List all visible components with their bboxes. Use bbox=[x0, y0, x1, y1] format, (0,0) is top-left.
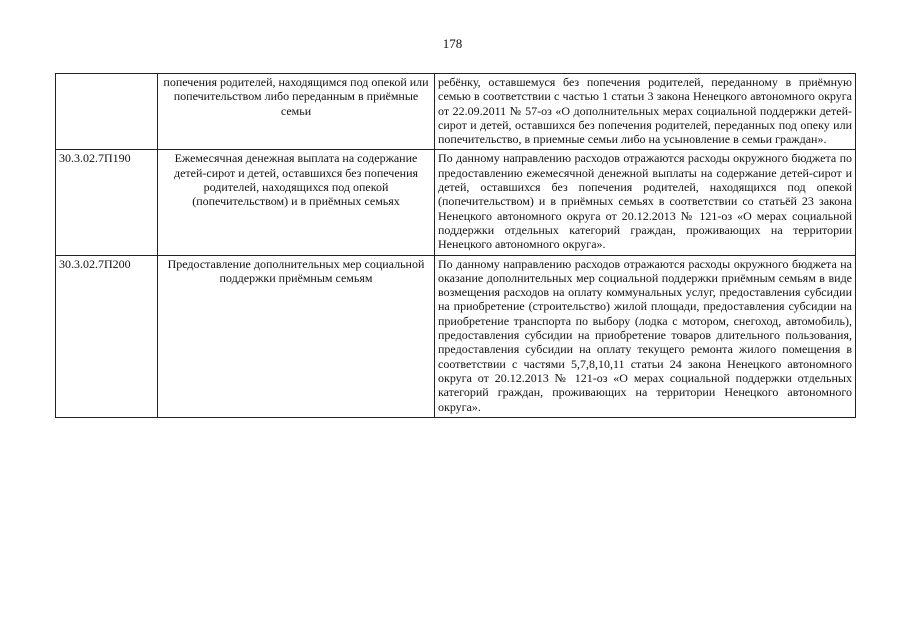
row-code bbox=[56, 74, 158, 150]
row-code: 30.3.02.7П190 bbox=[56, 150, 158, 255]
row-name: попечения родителей, находящимся под опекой или попечительством либо переданным в приёмные семьи bbox=[158, 74, 435, 150]
row-description: По данному направлению расходов отражаются расходы окружного бюджета по предоставлению ежемесячной денежной выплаты на содержание детей-сирот и детей, оставшихся без попечения родителей, находящихся под опекой (попечительством) и в приёмных семьях в соответствии со статьёй 23 закона Ненецкого автономного округа от 20.12.2013 № 121-оз «О мерах социальной поддержки отдельных категорий граждан, проживающих на территории Ненецкого автономного округа». bbox=[435, 150, 856, 255]
budget-classification-table bbox=[55, 73, 856, 418]
row-code: 30.3.02.7П200 bbox=[56, 255, 158, 417]
page-number: 178 bbox=[442, 36, 463, 51]
row-name: Предоставление дополнительных мер социальной поддержки приёмным семьям bbox=[158, 255, 435, 417]
table-row bbox=[56, 150, 856, 255]
table-row bbox=[56, 255, 856, 417]
row-name: Ежемесячная денежная выплата на содержание детей-сирот и детей, оставшихся без попечения родителей, находящихся под опекой (попечительством) и в приёмных семьях bbox=[158, 150, 435, 255]
row-description: ребёнку, оставшемуся без попечения родителей, переданному в приёмную семью в соответствии с частью 1 статьи 3 закона Ненецкого автономного округа от 22.09.2011 № 57-оз «О дополнительных мерах социальной поддержки детей-сирот и детей, оставшихся без попечения родителей, переданных под опеку или попечительство, в приемные семьи либо на усыновление в семьи граждан». bbox=[435, 74, 856, 150]
table-row bbox=[56, 74, 856, 150]
row-description: По данному направлению расходов отражаются расходы окружного бюджета на оказание дополнительных мер социальной поддержки приёмным семьям в виде возмещения расходов на оплату коммунальных услуг, предоставления субсидии на приобретение (строительство) жилой площади, предоставления субсидии на приобретение транспорта по выбору (лодка с мотором, снегоход, автомобиль), предоставления субсидии на приобретение товаров длительного пользования, предоставления субсидии на оплату текущего ремонта жилого помещения в соответствии с частями 5,7,8,10,11 статьи 24 закона Ненецкого автономного округа от 20.12.2013 № 121-оз «О мерах социальной поддержки отдельных категорий граждан, проживающих на территории Ненецкого автономного округа». bbox=[435, 255, 856, 417]
